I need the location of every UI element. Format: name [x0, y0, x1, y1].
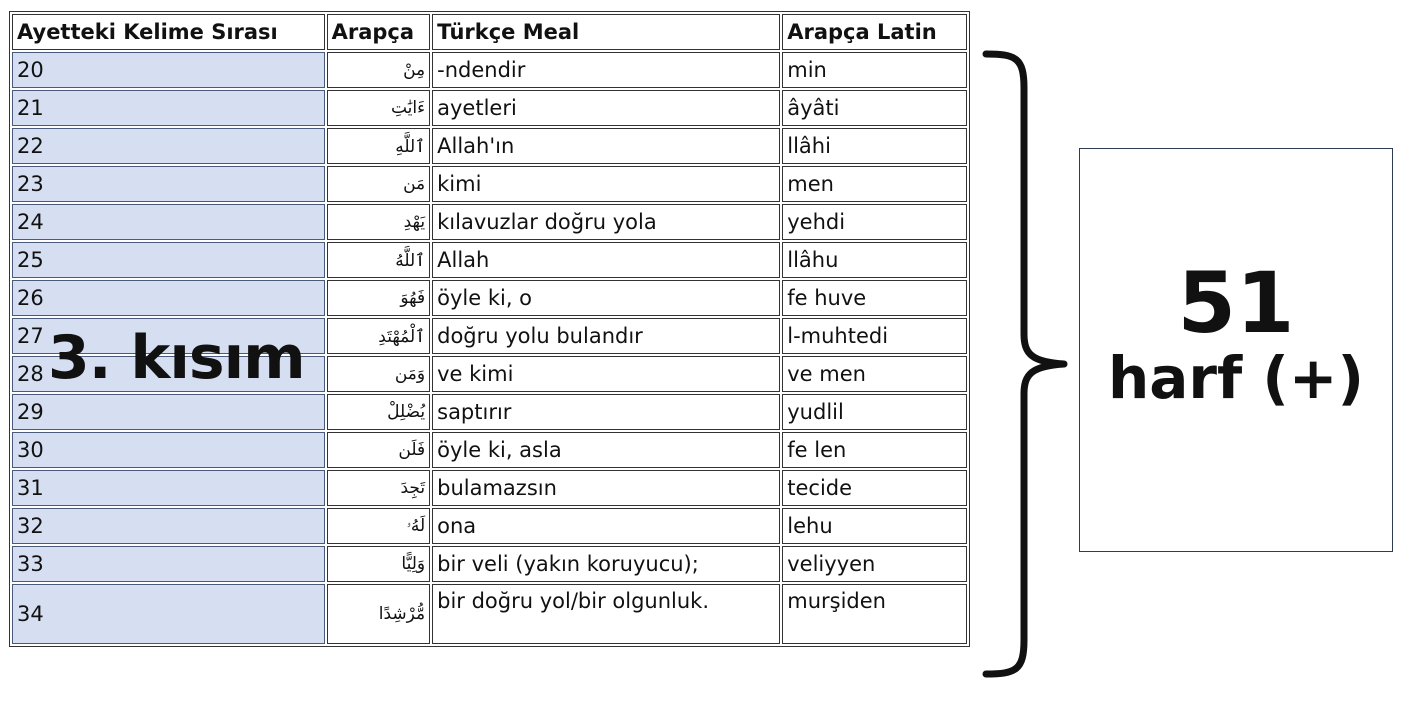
cell-arabic: مُّرْشِدًا [327, 584, 431, 644]
cell-arabic-latin: llâhi [782, 128, 967, 164]
cell-arabic-latin: fe huve [782, 280, 967, 316]
cell-word-order: 22 [12, 128, 325, 164]
cell-arabic-latin: llâhu [782, 242, 967, 278]
cell-turkish-meaning: bulamazsın [432, 470, 780, 506]
cell-arabic: ٱللَّهُ [327, 242, 431, 278]
cell-arabic-latin: min [782, 52, 967, 88]
cell-turkish-meaning: Allah [432, 242, 780, 278]
cell-word-order: 28 [12, 356, 325, 392]
cell-arabic-latin: fe len [782, 432, 967, 468]
right-brace-icon [982, 48, 1072, 680]
table-row [12, 204, 967, 240]
cell-arabic-latin: yehdi [782, 204, 967, 240]
cell-turkish-meaning: doğru yolu bulandır [432, 318, 780, 354]
header-turkish-meaning: Türkçe Meal [432, 14, 780, 50]
cell-word-order: 24 [12, 204, 325, 240]
letter-count-unit: harf (+) [1107, 344, 1365, 413]
cell-word-order: 26 [12, 280, 325, 316]
cell-turkish-meaning: ve kimi [432, 356, 780, 392]
cell-arabic: فَهُوَ [327, 280, 431, 316]
table-row [12, 432, 967, 468]
part-label: 3. kısım [48, 323, 305, 393]
table-row [12, 242, 967, 278]
cell-word-order: 29 [12, 394, 325, 430]
cell-turkish-meaning: bir doğru yol/bir olgunluk. [432, 584, 780, 644]
header-arabic-latin: Arapça Latin [782, 14, 967, 50]
cell-word-order: 25 [12, 242, 325, 278]
cell-arabic: يُضْلِلْ [327, 394, 431, 430]
cell-turkish-meaning: ona [432, 508, 780, 544]
cell-arabic-latin: yudlil [782, 394, 967, 430]
cell-arabic: مِنْ [327, 52, 431, 88]
cell-turkish-meaning: bir veli (yakın koruyucu); [432, 546, 780, 582]
cell-turkish-meaning: kimi [432, 166, 780, 202]
cell-turkish-meaning: -ndendir [432, 52, 780, 88]
cell-arabic-latin: veliyyen [782, 546, 967, 582]
cell-word-order: 34 [12, 584, 325, 644]
header-arabic: Arapça [327, 14, 431, 50]
table-row [12, 584, 967, 644]
cell-arabic: ٱلْمُهْتَدِ [327, 318, 431, 354]
cell-turkish-meaning: öyle ki, o [432, 280, 780, 316]
table-row [12, 90, 967, 126]
cell-arabic: لَهُۥ [327, 508, 431, 544]
cell-arabic: فَلَن [327, 432, 431, 468]
cell-word-order: 27 [12, 318, 325, 354]
cell-arabic: ءَايَٰتِ [327, 90, 431, 126]
cell-arabic: ٱللَّهِ [327, 128, 431, 164]
table-row [12, 280, 967, 316]
cell-arabic: يَهْدِ [327, 204, 431, 240]
cell-turkish-meaning: Allah'ın [432, 128, 780, 164]
table-header-row [12, 14, 967, 50]
table-row [12, 508, 967, 544]
cell-arabic-latin: âyâti [782, 90, 967, 126]
cell-word-order: 23 [12, 166, 325, 202]
cell-turkish-meaning: kılavuzlar doğru yola [432, 204, 780, 240]
cell-turkish-meaning: saptırır [432, 394, 780, 430]
table-row [12, 52, 967, 88]
cell-word-order: 20 [12, 52, 325, 88]
cell-arabic-latin: men [782, 166, 967, 202]
table-row [12, 470, 967, 506]
table-row [12, 166, 967, 202]
cell-word-order: 33 [12, 546, 325, 582]
cell-arabic: وَمَن [327, 356, 431, 392]
cell-arabic: تَجِدَ [327, 470, 431, 506]
cell-word-order: 32 [12, 508, 325, 544]
table-row [12, 128, 967, 164]
header-word-order: Ayetteki Kelime Sırası [12, 14, 325, 50]
letter-count-box [1079, 148, 1393, 552]
cell-arabic-latin: lehu [782, 508, 967, 544]
cell-arabic-latin: ve men [782, 356, 967, 392]
cell-word-order: 21 [12, 90, 325, 126]
cell-word-order: 30 [12, 432, 325, 468]
cell-arabic: مَن [327, 166, 431, 202]
cell-turkish-meaning: öyle ki, asla [432, 432, 780, 468]
letter-count-number: 51 [1177, 254, 1295, 352]
cell-arabic-latin: murşiden [782, 584, 967, 644]
cell-arabic: وَلِيًّا [327, 546, 431, 582]
cell-arabic-latin: tecide [782, 470, 967, 506]
cell-arabic-latin: l-muhtedi [782, 318, 967, 354]
table-row [12, 546, 967, 582]
cell-turkish-meaning: ayetleri [432, 90, 780, 126]
table-row [12, 394, 967, 430]
cell-word-order: 31 [12, 470, 325, 506]
